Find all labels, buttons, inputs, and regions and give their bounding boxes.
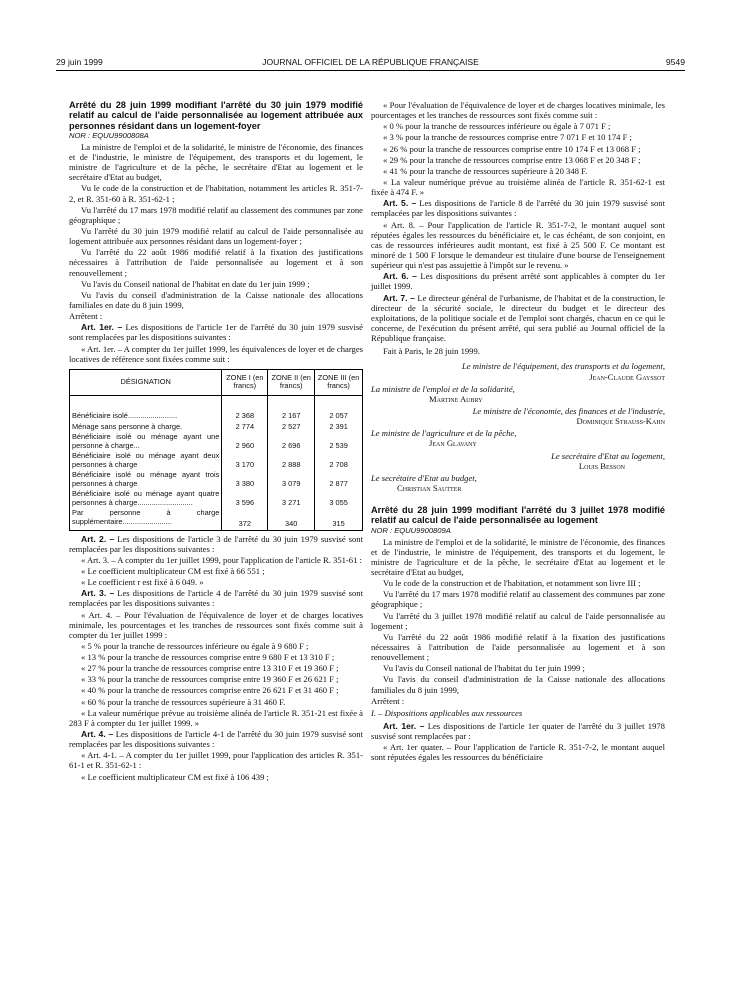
header-page-number: 9549 xyxy=(665,57,685,67)
visa-paragraph: Vu le code de la construction et de l'habitation, et notamment son livre III ; xyxy=(383,578,641,589)
nor-reference: NOR : EQUU9900809A xyxy=(371,525,451,535)
article-6: Art. 6. – Les dispositions du présent arrêté sont applicables à compter du 1er juillet 1999. xyxy=(371,271,665,292)
signature-block: Le ministre de l'économie, des finances et de l'industrie, Dominique Strauss-Kahn xyxy=(472,405,665,427)
header-rule xyxy=(56,70,685,71)
signature-block: Le secrétaire d'Etat au logement, Louis Besson xyxy=(551,450,665,471)
article-3-quote: « Art. 4. – Pour l'évaluation de l'équivalence de loyer et de charges locatives minimale, les pourcentages et les tranches de ressources sont fixés comme suit à compter du 1er juillet 1999 : xyxy=(69,609,363,640)
column-header: ZONE III (en francs) xyxy=(315,369,363,395)
article-5: Art. 5. – Les dispositions de l'article 8 de l'arrêté du 30 juin 1979 susvisé sont remplacées par les dispositions suivantes : xyxy=(371,198,665,219)
table-row: Bénéficiaire isolé ou ménage ayant une personne à charge... 2 960 2 696 2 539 xyxy=(70,432,363,451)
article-4: Art. 4. – Les dispositions de l'article 4-1 de l'arrêté du 30 juin 1979 susvisé sont remplacées par les dispositions suivantes : xyxy=(69,729,363,750)
visa-paragraph: Vu l'arrêté du 17 mars 1978 modifié relatif au classement des communes par zone géographique ; xyxy=(371,589,665,610)
visa-paragraph: Vu l'arrêté du 22 août 1986 modifié relatif à la fixation des justifications nécessaires à l'attribution de l'aide personnalisée au logement et à son renouvellement ; xyxy=(371,631,665,663)
column-header: DÉSIGNATION xyxy=(70,369,222,395)
decree-title: Arrêté du 28 juin 1999 modifiant l'arrêté du 3 juillet 1978 modifié relatif au calcul de l'aide personnalisée au logement xyxy=(371,505,665,526)
decree-title: Arrêté du 28 juin 1999 modifiant l'arrêté du 30 juin 1979 modifié relatif au calcul de l'aide personnalisée au logement attribuée aux personnes résidant dans un logement-foyer xyxy=(69,100,363,131)
signature-block: Le secrétaire d'Etat au budget, Christian Sautter xyxy=(371,472,477,493)
article-1: Art. 1er. – Les dispositions de l'article 1er quater de l'arrêté du 3 juillet 1978 susvisé sont remplacées par : xyxy=(371,721,665,742)
article-5-quote: « Art. 8. – Pour l'application de l'article R. 351-7-2, le montant auquel sont réputées égales les ressources du bénéficiaire et, le cas échéant, de son conjoint, en cas de ressources inférieures audit montant, est fixé à 25 500 F. Ce montant est minoré de 1 500 F lorsque le demandeur est titulaire d'une bourse de l'enseignement supérieur qui n'est pas assujettie à l'impôt sur le revenu. » xyxy=(371,219,665,271)
article-2-quote: « Art. 3. – A compter du 1er juillet 1999, pour l'application de l'article R. 351-61 : xyxy=(81,554,362,565)
section-heading: I. – Dispositions applicables aux ressources xyxy=(371,707,523,718)
bracket-line: « 0 % pour la tranche de ressources inférieure ou égale à 7 071 F ; xyxy=(383,121,611,132)
rent-equivalence-table xyxy=(69,369,363,531)
article-7: Art. 7. – Le directeur général de l'urbanisme, de l'habitat et de la construction, le directeur de la sécurité sociale, le directeur du budget et le directeur des exploitations, de la politique sociale et de l'emploi sont chargés, chacun en ce qui le concerne, de l'exécution du présent arrêté, qui sera publié au Journal officiel de la République française. xyxy=(371,292,665,344)
left-column xyxy=(69,100,363,783)
visa-paragraph: Vu l'arrêté du 3 juillet 1978 modifié relatif au calcul de l'aide personnalisée au logement ; xyxy=(371,610,665,631)
bracket-line: « La valeur numérique prévue au troisième alinéa de l'article R. 351-62-1 est fixée à 474 F. » xyxy=(371,176,665,198)
bracket-line: « 3 % pour la tranche de ressources comprise entre 7 071 F et 10 174 F ; xyxy=(383,132,632,143)
signature-date: Fait à Paris, le 28 juin 1999. xyxy=(383,346,480,357)
column-header: ZONE II (en francs) xyxy=(268,369,315,395)
visa-paragraph: Vu le code de la construction et de l'habitation, notamment les articles R. 351-7-2, et R. 351-60 à R. 351-62-1 ; xyxy=(69,183,363,204)
bracket-line: « 26 % pour la tranche de ressources comprise entre 10 174 F et 13 068 F ; xyxy=(383,143,641,154)
bracket-line: « 60 % pour la tranche de ressources supérieure à 31 460 F. xyxy=(81,696,286,707)
visa-paragraph: Vu l'avis du conseil d'administration de la Caisse nationale des allocations familiales en date du 8 juin 1999, xyxy=(69,289,363,310)
bracket-line: « 41 % pour la tranche de ressources supérieure à 20 348 F. xyxy=(383,165,588,176)
article-2-line: « Le coefficient multiplicateur CM est fixé à 66 551 ; xyxy=(81,565,265,576)
arretent-label: Arrêtent : xyxy=(69,311,103,322)
bracket-line: « 27 % pour la tranche de ressources comprise entre 13 310 F et 19 360 F ; xyxy=(81,663,339,674)
visa-paragraph: Vu l'avis du Conseil national de l'habitat du 1er juin 1999 ; xyxy=(383,663,585,674)
continuation-paragraph: « Pour l'évaluation de l'équivalence de loyer et de charges locatives minimale, les pourcentages et les tranches de ressources sont fixés comme suit : xyxy=(371,100,665,121)
table-row: Bénéficiaire isolé ou ménage ayant deux personnes à charge 3 170 2 888 2 708 xyxy=(70,451,363,470)
article-3: Art. 3. – Les dispositions de l'article 4 de l'arrêté du 30 juin 1979 susvisé sont remplacées par les dispositions suivantes : xyxy=(69,588,363,609)
intro-paragraph: La ministre de l'emploi et de la solidarité, le ministre de l'économie, des finances et de l'industrie, le ministre de l'équipement, des transports et du logement, le ministre de l'agriculture et de la pêche, le secrétaire d'Etat au logement et le secrétaire d'Etat au budget, xyxy=(371,536,665,578)
bracket-line: « 5 % pour la tranche de ressources inférieure ou égale à 9 680 F ; xyxy=(81,640,309,651)
bracket-line: « 13 % pour la tranche de ressources comprise entre 9 680 F et 13 310 F ; xyxy=(81,652,335,663)
header-title: JOURNAL OFFICIEL DE LA RÉPUBLIQUE FRANÇAISE xyxy=(262,57,479,67)
bracket-line: « 29 % pour la tranche de ressources comprise entre 13 068 F et 20 348 F ; xyxy=(383,154,641,165)
table-row: Ménage sans personne à charge. 2 774 2 527 2 391 xyxy=(70,422,363,433)
visa-paragraph: Vu l'avis du conseil d'administration de la Caisse nationale des allocations familiales du 8 juin 1999, xyxy=(371,674,665,695)
table-row: Par personne à charge supplémentaire........................ 372 340 315 xyxy=(70,508,363,530)
article-2: Art. 2. – Les dispositions de l'article 3 de l'arrêté du 30 juin 1979 susvisé sont remplacées par les dispositions suivantes : xyxy=(69,533,363,554)
column-header: ZONE I (en francs) xyxy=(222,369,268,395)
table-row: Bénéficiaire isolé........................ 2 368 2 167 2 057 xyxy=(70,411,363,422)
page-header xyxy=(56,57,685,69)
article-1-quote: « Art. 1er quater. – Pour l'application de l'article R. 351-7-2, le montant auquel sont réputées égales les ressources du bénéficiaire xyxy=(371,742,665,763)
visa-paragraph: Vu l'avis du Conseil national de l'habitat en date du 1er juin 1999 ; xyxy=(81,278,310,289)
article-1-quote: « Art. 1er. – A compter du 1er juillet 1999, les équivalences de loyer et de charges locatives de référence sont fixées comme suit : xyxy=(69,343,363,364)
visa-paragraph: Vu l'arrêté du 30 juin 1979 modifié relatif au calcul de l'aide personnalisée au logement attribuée aux personnes résidant dans un logement-foyer ; xyxy=(69,225,363,247)
signature-block: Le ministre de l'équipement, des transports et du logement, Jean-Claude Gayssot xyxy=(462,361,665,382)
article-1: Art. 1er. – Les dispositions de l'article 1er de l'arrêté du 30 juin 1979 susvisé sont remplacées par les dispositions suivantes : xyxy=(69,322,364,343)
signature-block: La ministre de l'emploi et de la solidarité, Martine Aubry xyxy=(371,383,515,404)
right-column xyxy=(371,100,665,764)
table-row: Bénéficiaire isolé ou ménage ayant quatre personnes à charge........................... 3 596 3 271 3 055 xyxy=(70,489,363,508)
intro-paragraph: La ministre de l'emploi et de la solidarité, le ministre de l'économie, des finances et de l'industrie, le ministre de l'équipement, des transports et du logement, le ministre de l'agriculture et de la pêche, le secrétaire d'Etat au logement et le secrétaire d'Etat au budget, xyxy=(69,141,363,183)
table-header-row xyxy=(70,369,363,395)
visa-paragraph: Vu l'arrêté du 22 août 1986 modifié relatif à la fixation des justifications nécessaires à l'attribution de l'aide personnalisée au logement et à son renouvellement ; xyxy=(69,247,363,278)
header-date: 29 juin 1999 xyxy=(56,57,103,67)
article-4-line: « Le coefficient multiplicateur CM est fixé à 106 439 ; xyxy=(81,771,269,782)
visa-paragraph: Vu l'arrêté du 17 mars 1978 modifié relatif au classement des communes par zone géographique ; xyxy=(69,204,363,225)
table-row: Bénéficiaire isolé ou ménage ayant trois personnes à charge 3 380 3 079 2 877 xyxy=(70,470,363,489)
arretent-label: Arrêtent : xyxy=(371,695,405,706)
signature-block: Le ministre de l'agriculture et de la pêche, Jean Glavany xyxy=(371,428,517,449)
article-2-line: « Le coefficient r est fixé à 6 049. » xyxy=(81,577,204,588)
bracket-line: « 33 % pour la tranche de ressources comprise entre 19 360 F et 26 621 F ; xyxy=(81,674,339,685)
article-4-quote: « Art. 4-1. – A compter du 1er juillet 1999, pour l'application des articles R. 351-61-1 et R. 351-62-1 : xyxy=(69,750,363,771)
bracket-line: « 40 % pour la tranche de ressources comprise entre 26 621 F et 31 460 F ; xyxy=(81,685,339,696)
bracket-line: « La valeur numérique prévue au troisième alinéa de l'article R. 351-21 est fixée à 283 F à compter du 1er juillet 1999. » xyxy=(69,707,363,728)
nor-reference: NOR : EQUU9900808A xyxy=(69,130,149,140)
